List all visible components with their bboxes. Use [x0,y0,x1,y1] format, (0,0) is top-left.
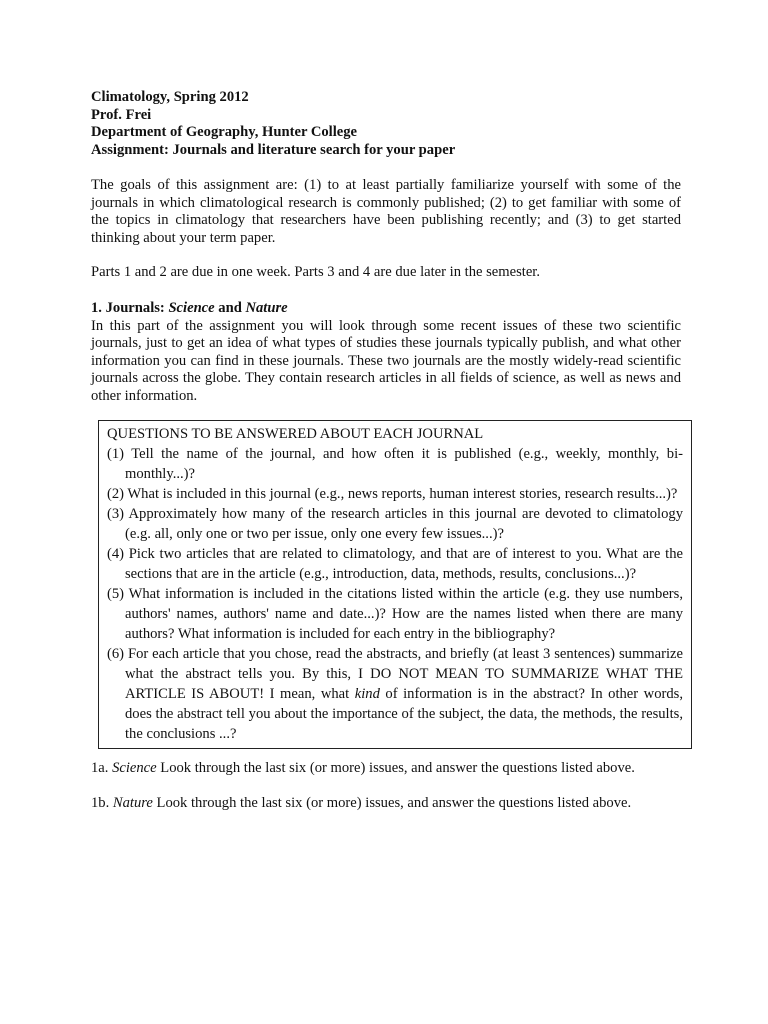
followup-1b-text: Look through the last six (or more) issues, and answer the questions listed above. [152,795,632,812]
followup-1a-text: Look through the last six (or more) issues, and answer the questions listed above. [156,759,635,776]
document-page [91,89,681,813]
question-6-text-start: (6) For each article that you chose, read the abstracts, and briefly (at least 3 sentences) summarize what the abstract tells you. By this, I DO NOT MEAN TO SUMMARIZE WHAT THE ARTICLE IS ABOUT! I mean, what [107,645,683,702]
followup-1a [91,760,681,778]
due-dates-paragraph: Parts 1 and 2 are due in one week. Parts 3 and 4 are due later in the semester. [91,264,541,281]
followup-1b [91,795,681,813]
section-1-heading-prefix: 1. Journals: [91,299,169,316]
section-1-journal-nature: Nature [245,299,288,316]
question-5: (5) What information is included in the citations listed within the article (e.g. they use numbers, authors' names, authors' name and date...)? How are the names listed when there are many authors? What information is included for each entry in the bibliography? [107,585,683,642]
professor-name: Prof. Frei [91,106,152,123]
section-1-journal-science: Science [168,299,215,316]
department-name: Department of Geography, Hunter College [91,124,358,140]
assignment-title: Assignment: Journals and literature search for your paper [91,141,456,158]
followup-1a-prefix: 1a. [91,759,113,776]
question-6-kind-word: kind [354,685,380,702]
followup-1b-prefix: 1b. [91,795,113,812]
section-1-heading [91,300,681,318]
question-4: (4) Pick two articles that are related to climatology, and that are of interest to you. What are the sections that are in the article (e.g., introduction, data, methods, results, conclusions...)? [107,545,683,582]
goals-paragraph: The goals of this assignment are: (1) to at least partially familiarize yourself with some of the journals in which climatological research is commonly published; (2) to get familiar with some of the topics in climatology that researchers have been publishing recently; and (3) to get started thinking about your term paper. [91,177,681,246]
question-2: (2) What is included in this journal (e.g., news reports, human interest stories, research results...)? [107,485,678,502]
section-1-body: In this part of the assignment you will look through some recent issues of these two scientific journals, just to get an idea of what types of studies these journals typically publish, and what other information you can find in these journals. These two journals are the mostly widely-read scientific journals across the globe. They contain research articles in all fields of science, as well as news and other information. [91,317,681,404]
question-1: (1) Tell the name of the journal, and how often it is published (e.g., weekly, monthly, bi-monthly...)? [107,445,683,482]
question-3: (3) Approximately how many of the research articles in this journal are devoted to climatology (e.g. all, only one or two per issue, only one every few issues...)? [107,505,683,542]
followup-1a-journal: Science [112,759,157,776]
question-6 [107,644,683,744]
question-6-text-end: of information is in the abstract? In other words, does the abstract tell you about the importance of the subject, the data, the methods, the results, the conclusions ...? [125,685,683,742]
followup-1b-journal: Nature [112,795,153,812]
questions-box [98,420,692,749]
section-1-heading-and: and [214,299,246,316]
questions-box-title: QUESTIONS TO BE ANSWERED ABOUT EACH JOURNAL [107,425,484,442]
course-title: Climatology, Spring 2012 [91,89,249,105]
